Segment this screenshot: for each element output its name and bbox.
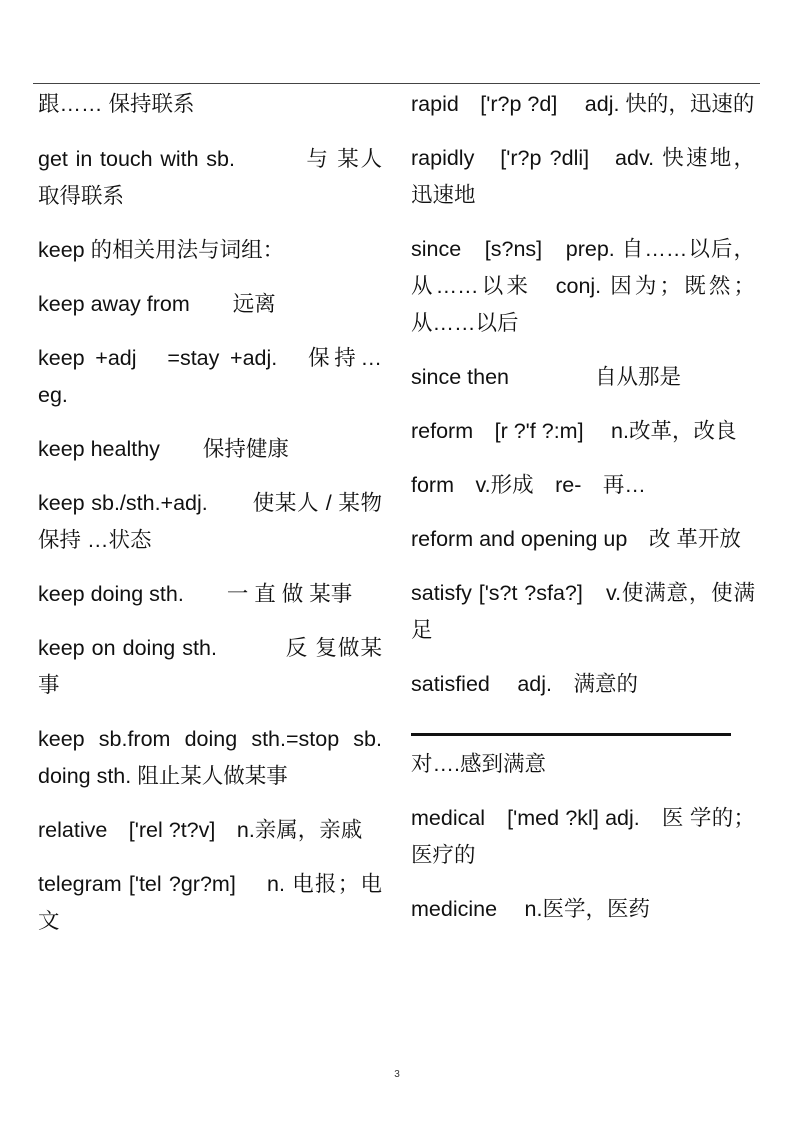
vocab-entry: keep doing sth. 一 直 做 某事 [38,582,353,606]
section-separator-line [411,733,731,736]
left-column [38,86,404,957]
page-number: 3 [394,1069,400,1080]
vocab-entry: get in touch with sb. 与 某人取得联系 [38,147,382,208]
vocab-entry: 对….感到满意 [411,752,546,776]
vocab-entry: since then 自从那是 [411,365,682,389]
vocab-entry: telegram ['tel ?gr?m] n. 电报；电文 [38,872,382,933]
vocab-entry: 跟…… 保持联系 [38,92,195,116]
vocab-entry: since [s?ns] prep. 自……以后，从……以来 conj. 因为；既然；从……以后 [411,237,755,335]
vocab-entry: reform and opening up 改 革开放 [411,527,741,551]
vocab-entry: reform [r ?'f ?:m] n.改革，改良 [411,419,737,443]
vocab-entry: keep 的相关用法与词组： [38,238,285,262]
vocab-entry: relative ['rel ?t?v] n.亲属，亲戚 [38,818,363,842]
vocab-entry: keep healthy 保持健康 [38,437,289,461]
vocab-entry: rapidly ['r?p ?dli] adv. 快速地，迅速地 [411,146,755,207]
vocab-entry: satisfy ['s?t ?sfa?] v.使满意，使满足 [411,581,755,642]
right-column [411,86,755,945]
vocab-entry: satisfied adj. 满意的 [411,672,639,696]
vocab-entry: keep sb./sth.+adj. 使某人 / 某物保持 …状态 [38,491,382,552]
vocab-entry: rapid ['r?p ?d] adj. 快的，迅速的 [411,92,755,116]
vocab-entry: medicine n.医学，医药 [411,897,650,921]
vocab-entry: keep +adj =stay +adj. 保持… eg. [38,346,404,407]
vocab-entry: medical ['med ?kl] adj. 医 学的；医疗的 [411,806,755,867]
vocab-entry: keep sb.from doing sth.=stop sb. doing sth. 阻止某人做某事 [38,727,382,788]
vocab-entry: form v.形成 re- 再… [411,473,646,497]
vocab-entry: keep on doing sth. 反 复做某事 [38,636,382,697]
top-horizontal-rule [33,83,760,84]
vocab-entry: keep away from 远离 [38,292,276,316]
